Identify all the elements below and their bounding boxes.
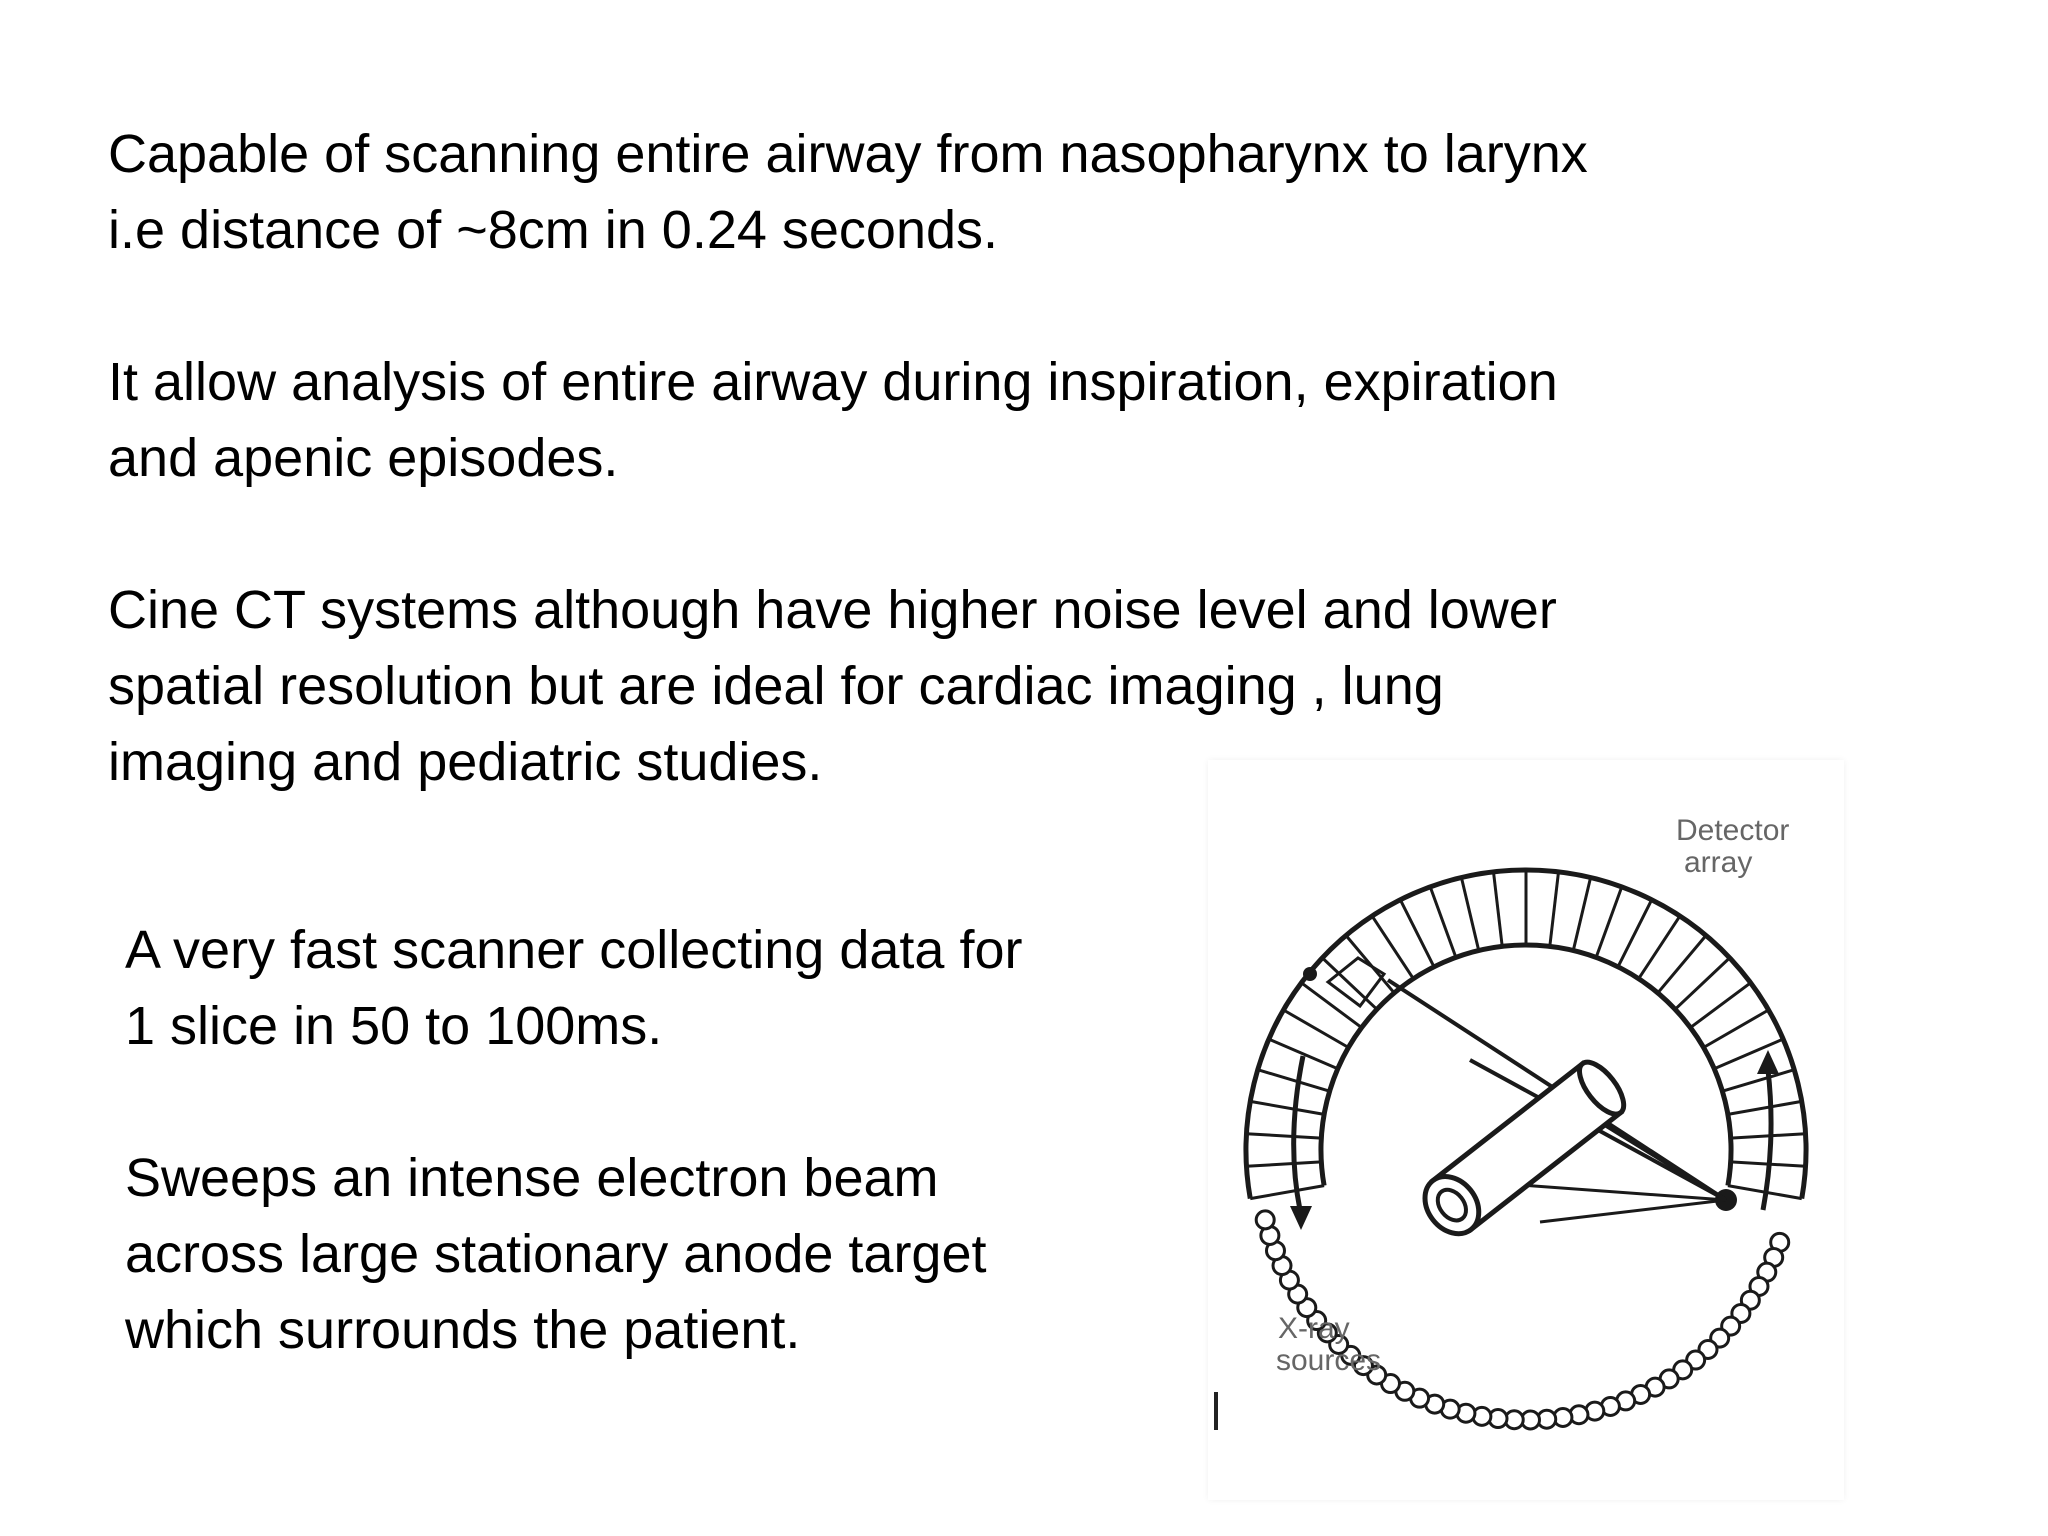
xray-source-bead <box>1256 1211 1274 1229</box>
detector-cell <box>1675 958 1730 1009</box>
detector-cell <box>1430 887 1456 957</box>
electron-beam-ct-diagram <box>1208 760 1844 1500</box>
detector-cell <box>1573 878 1590 951</box>
detector-cell <box>1728 1101 1802 1114</box>
beam-line <box>1540 1200 1726 1222</box>
detector-cell <box>1596 887 1622 957</box>
detector-cell <box>1250 1186 1324 1199</box>
detector-cell <box>1246 1162 1321 1166</box>
detector-cell <box>1246 1134 1321 1138</box>
paragraph-electron-beam: Sweeps an intense electron beam across large stationary anode target which surrounds the patient. <box>125 1148 987 1360</box>
beam-line <box>1520 1185 1726 1200</box>
detector-label-line2: array <box>1684 846 1753 879</box>
paragraph-fast-scanner: A very fast scanner collecting data for 1 slice in 50 to 100ms. <box>125 920 1023 1056</box>
detector-cell <box>1690 983 1750 1028</box>
detector-cell <box>1639 916 1680 979</box>
detector-cell <box>1658 936 1706 993</box>
paragraph-airway-analysis: It allow analysis of entire airway during inspiration, expiration and apenic episodes. <box>108 352 1558 488</box>
detector-cell <box>1461 878 1478 951</box>
detector-cell <box>1284 1010 1349 1048</box>
detector-cell <box>1704 1010 1769 1048</box>
detector-cell <box>1258 1070 1330 1092</box>
xray-label-line1: X-ray <box>1278 1312 1350 1345</box>
rotation-arrow-right <box>1757 1050 1779 1210</box>
diagram-svg <box>1208 760 1844 1500</box>
marker-dot <box>1303 967 1317 981</box>
detector-cell <box>1618 900 1652 967</box>
paragraph-cine-ct: Cine CT systems although have higher noise level and lower spatial resolution but are ideal for cardiac imaging , lung imaging and pediatric studies. <box>108 580 1557 792</box>
detector-cell <box>1400 900 1434 967</box>
edge-mark <box>1214 1392 1218 1430</box>
bracket-shape <box>1328 958 1384 1006</box>
detector-cell <box>1731 1134 1806 1138</box>
detector-cell <box>1550 872 1559 946</box>
paragraph-airway-scan: Capable of scanning entire airway from nasopharynx to larynx i.e distance of ~8cm in 0.24 seconds. <box>108 124 1588 260</box>
detector-cell <box>1493 872 1502 946</box>
xray-label-line2: sources <box>1276 1344 1382 1377</box>
detector-cell <box>1301 983 1361 1028</box>
detector-cell <box>1250 1101 1324 1114</box>
detector-label-line1: Detector <box>1676 814 1790 847</box>
